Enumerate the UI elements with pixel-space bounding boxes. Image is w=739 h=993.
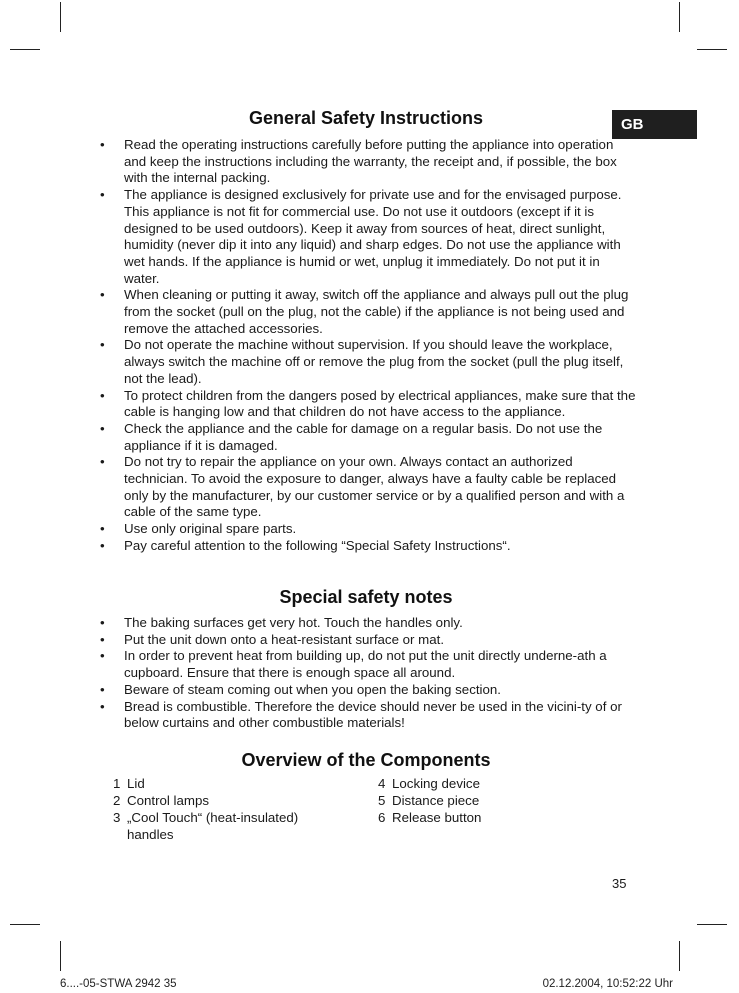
- component-label: Locking device: [392, 776, 480, 791]
- component-item: [113, 792, 328, 809]
- component-number: 3: [113, 810, 121, 825]
- component-number: 1: [113, 776, 121, 791]
- list-item: • The appliance is designed exclusively for private use and for the envisaged purpose. This appliance is not fit for commercial use. Do not use it outdoors (except if it is designed to be used outdoors). Keep it away from sources of heat, direct sunlight, humidity (never dip it into any liquid) and sharp edges. Do not use the appliance with wet hands. If the appliance is humid or wet, unplug it immediately. Do not put it in water.: [100, 187, 636, 287]
- list-item: • Check the appliance and the cable for damage on a regular basis. Do not use the appliance if it is damaged.: [100, 421, 636, 454]
- list-item: • Put the unit down onto a heat-resistant surface or mat.: [100, 632, 636, 649]
- crop-mark: [10, 49, 40, 50]
- list-item: • The baking surfaces get very hot. Touch the handles only.: [100, 615, 636, 632]
- component-label: Distance piece: [392, 793, 480, 808]
- component-item: [378, 809, 578, 826]
- crop-mark: [697, 49, 727, 50]
- list-item: • In order to prevent heat from building up, do not put the unit directly underne-ath a cupboard. Ensure that there is enough space all around.: [100, 648, 636, 681]
- component-label: Lid: [127, 776, 145, 791]
- general-safety-list: [100, 137, 636, 555]
- component-label: „Cool Touch“ (heat-insulated) handles: [127, 810, 299, 842]
- components-list-left: [113, 775, 328, 843]
- list-item: • Read the operating instructions carefully before putting the appliance into operation and keep the instructions including the warranty, the receipt and, if possible, the box with the internal packing.: [100, 137, 636, 187]
- special-safety-title: Special safety notes: [279, 587, 453, 607]
- list-item: • Pay careful attention to the following “Special Safety Instructions“.: [100, 538, 636, 555]
- list-item: • To protect children from the dangers posed by electrical appliances, make sure that the cable is hanging low and that children do not have access to the appliance.: [100, 388, 636, 421]
- components-title: Overview of the Components: [241, 750, 491, 770]
- crop-mark: [679, 941, 680, 971]
- component-number: 6: [378, 810, 386, 825]
- component-item: [378, 792, 578, 809]
- component-number: 4: [378, 776, 386, 791]
- list-item: • Do not try to repair the appliance on your own. Always contact an authorized technician. To avoid the exposure to danger, always have a faulty cable be replaced only by the manufacturer, by our customer service or by a qualified person and with a cable of the same type.: [100, 454, 636, 521]
- footer-left: 6....-05-STWA 2942 35: [60, 978, 177, 990]
- component-item: [113, 809, 328, 843]
- crop-mark: [60, 2, 61, 32]
- list-item: • When cleaning or putting it away, switch off the appliance and always pull out the plug from the socket (pull on the plug, not the cable) if the appliance is not being used and remove the attached accessories.: [100, 287, 636, 337]
- language-badge: GB: [612, 110, 697, 139]
- component-number: 2: [113, 793, 121, 808]
- component-label: Release button: [392, 810, 482, 825]
- crop-mark: [697, 924, 727, 925]
- page-number: 35: [612, 876, 627, 891]
- crop-mark: [679, 2, 680, 32]
- component-item: [113, 775, 328, 792]
- list-item: • Use only original spare parts.: [100, 521, 636, 538]
- components-list-right: [378, 775, 578, 826]
- footer-right: 02.12.2004, 10:52:22 Uhr: [542, 978, 673, 990]
- component-number: 5: [378, 793, 386, 808]
- list-item: • Do not operate the machine without supervision. If you should leave the workplace, always switch the machine off or remove the plug from the socket (pull the plug itself, not the lead).: [100, 337, 636, 387]
- component-label: Control lamps: [127, 793, 210, 808]
- special-safety-list: [100, 615, 636, 732]
- crop-mark: [10, 924, 40, 925]
- list-item: • Bread is combustible. Therefore the device should never be used in the vicini-ty of or below curtains and other combustible materials!: [100, 699, 636, 732]
- general-safety-title: General Safety Instructions: [248, 108, 484, 128]
- crop-mark: [60, 941, 61, 971]
- list-item: • Beware of steam coming out when you open the baking section.: [100, 682, 636, 699]
- component-item: [378, 775, 578, 792]
